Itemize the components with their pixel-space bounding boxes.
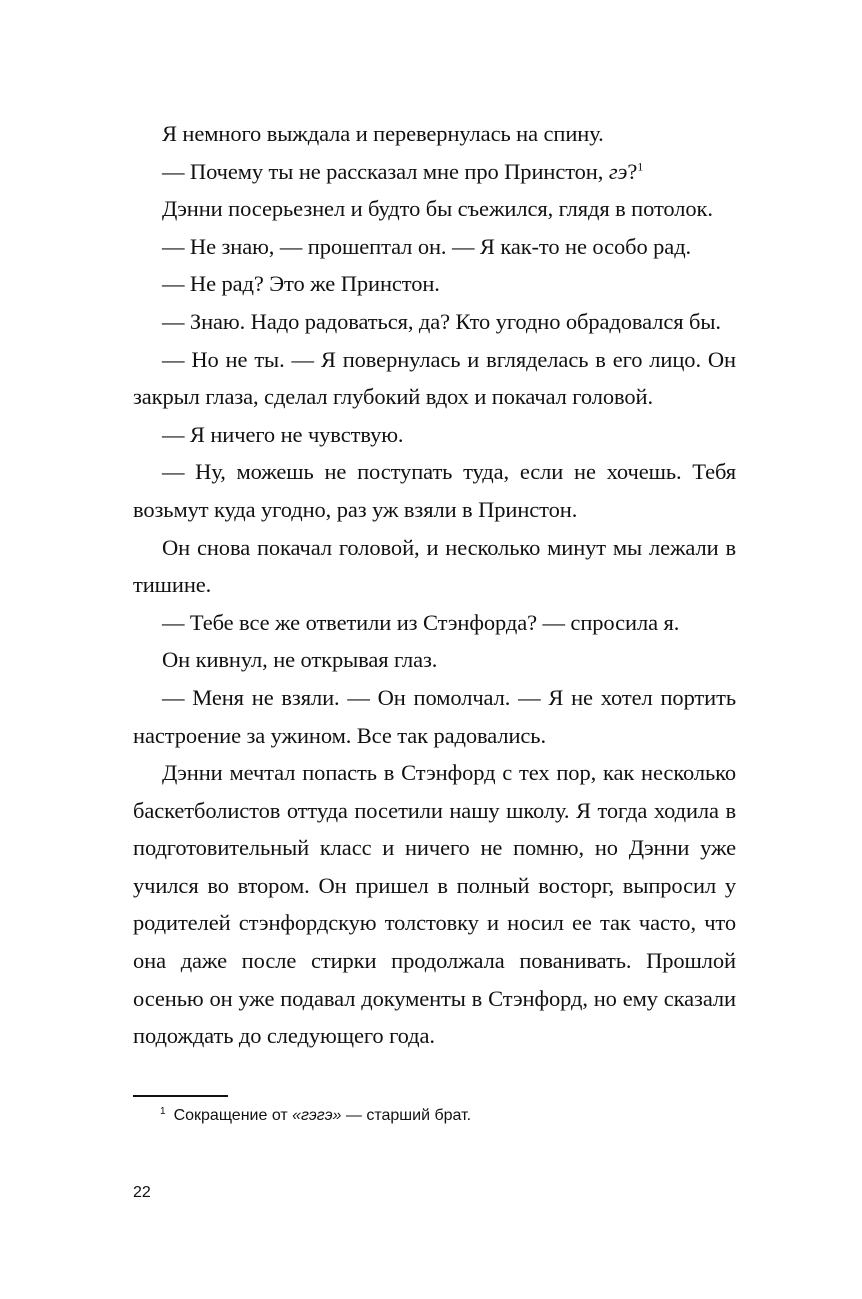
dialog-line: — Меня не взяли. — Он помолчал. — Я не хотел портить настроение за ужином. Все так радовались. — [133, 684, 736, 748]
footnote-term: «гэгэ» — [292, 1107, 342, 1124]
dialog-line: — Не рад? Это же Принстон. — [162, 271, 440, 297]
dialog-line: — Но не ты. — Я повернулась и вгляделась в его лицо. Он закрыл глаза, сделал глубокий вдох и покачал головой. — [133, 346, 736, 410]
punctuation: ? — [627, 158, 638, 184]
dialog-line: — Тебе все же ответили из Стэнфорда? — спросила я. — [162, 609, 680, 635]
italic-term: гэ — [608, 158, 628, 184]
paragraph: Дэнни посерьезнел и будто бы съежился, глядя в потолок. — [162, 196, 713, 222]
footnote-number: 1 — [160, 1105, 166, 1117]
body-text — [133, 115, 736, 1055]
dialog-line: — Знаю. Надо радоваться, да? Кто угодно обрадовался бы. — [162, 308, 721, 334]
footnote-divider — [133, 1095, 228, 1097]
dialog-line: — Я ничего не чувствую. — [162, 421, 404, 447]
paragraph: Он снова покачал головой, и несколько минут мы лежали в тишине. — [133, 534, 736, 598]
paragraph: Я немного выждала и перевернулась на спину. — [162, 121, 604, 146]
page-number: 22 — [133, 1184, 151, 1201]
footnote — [160, 1104, 720, 1128]
dialog-line — [133, 153, 736, 191]
paragraph: Он кивнул, не открывая глаз. — [162, 647, 438, 673]
footnote-reference[interactable]: 1 — [637, 159, 644, 174]
dialog-line: — Не знаю, — прошептал он. — Я как-то не особо рад. — [162, 233, 692, 259]
dialog-line: — Ну, можешь не поступать туда, если не хочешь. Тебя возьмут куда угодно, раз уж взяли в Принстон. — [133, 459, 736, 522]
dialog-text: — Почему ты не рассказал мне про Принстон, — [162, 158, 609, 184]
footnote-text-end: — старший брат. — [341, 1107, 472, 1124]
paragraph: Дэнни мечтал попасть в Стэнфорд с тех пор, как несколько баскетболистов оттуда посетили нашу школу. Я тогда ходила в подготовительный класс и ничего не помню, но Дэнни уже учился во втором. Он пришел в полный восторг, выпросил у родителей стэнфордскую толстовку и носил ее так часто, что она даже после стирки продолжала пованивать. Прошлой осенью он уже подавал документы в Стэнфорд, но ему сказали подождать до следующего года. — [133, 760, 736, 1049]
footnote-text: Сокращение от — [173, 1107, 293, 1124]
